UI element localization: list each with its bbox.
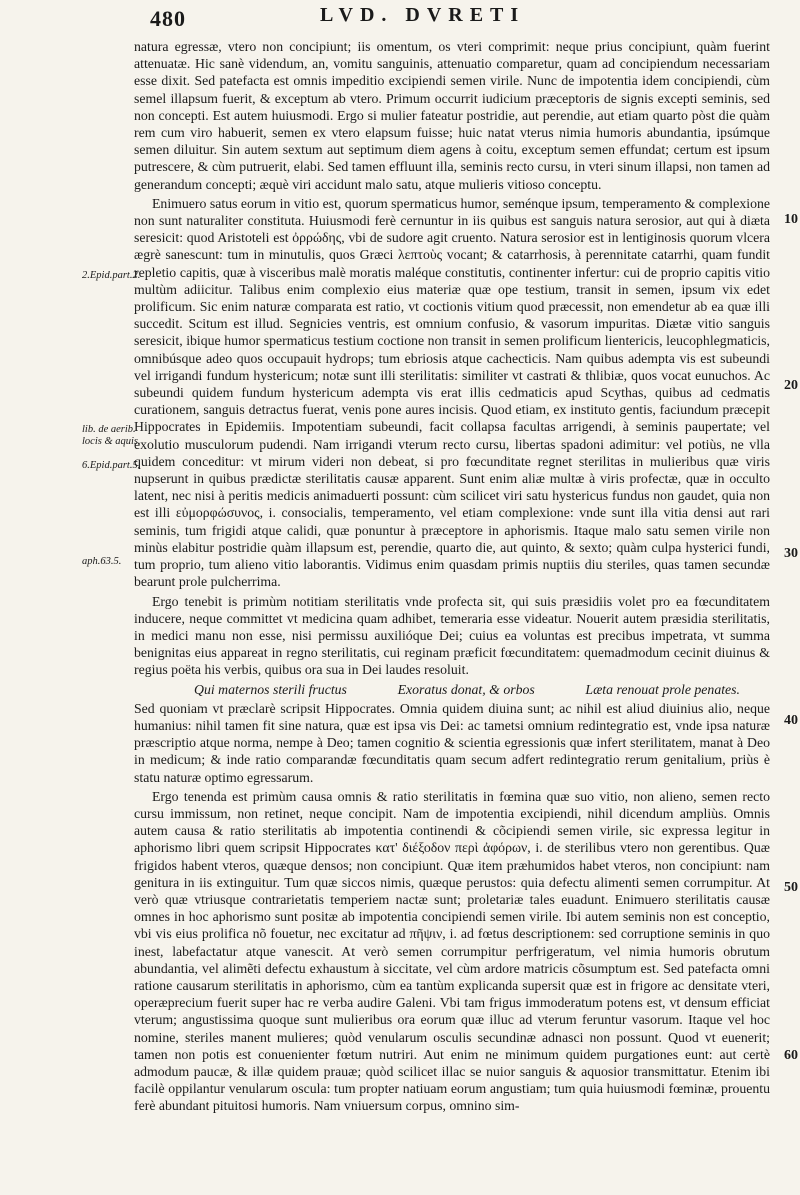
- main-text: [134, 38, 770, 1115]
- verse-line: Qui maternos sterili fructus: [194, 681, 347, 697]
- verse-line: Exoratus donat, & orbos: [397, 681, 535, 697]
- paragraph: Ergo tenebit is primùm notitiam sterilitatis vnde profecta sit, qui suis præsidiis volet pro ea fœcunditatem inducere, neque committet vt medicina quam adhibet, temeraria esse videatur. Nouerit autem præsidia sterilitatis, in medici manu non esse, nisi permissu auxilióque Dei; cuius ea voluntas est precibus impetrata, vt summa benignitas eius appareat in regno sterilitatis, cui reginam præficit fœcunditatem: quemadmodum cecinit diuinus & regius poëta his verbis, quibus ora sua in Dei laudes resoluit.: [134, 593, 770, 678]
- line-number: 40: [784, 713, 798, 728]
- margin-note: lib. de aerib. locis & aquis.: [82, 424, 141, 447]
- page-header: [150, 4, 770, 38]
- verse-quotation: [134, 681, 770, 698]
- margin-note: 2.Epid.part.2.: [82, 270, 141, 281]
- margin-note: 6.Epid.part.5.: [82, 460, 141, 471]
- line-number: 50: [784, 880, 798, 895]
- line-number: 30: [784, 546, 798, 561]
- paragraph: Ergo tenenda est primùm causa omnis & ratio sterilitatis in fœmina quæ suo vitio, non alieno, semen recto cursu immissum, non retinet, neque concipit. Nam de impotentia excipiendi, nihil dicendum ampliùs. Omnis autem causa & ratio sterilitatis ab impotentia continendi & cõcipiendi semen virile, sic expressa legitur in aphorismo libri quem scripsit Hippocrates κατ' διέξοδον περὶ ἀφόρων, i. de sterilibus vtero non gerentibus. Quæ frigidos habent vteros, quæque densos; non concipiunt. Quæ item præhumidos habet vteros, non concipiunt: nam genitura in iis extinguitur. Tum quæ siccos nimis, quæque perustos: quia defectu alimenti semen corrumpitur. At verò quæ vtriusque contrarietatis temperiem nactæ sunt; proletariæ tales euadunt. Enimuero sterilitatis causæ omnes in hoc aphorismo sunt positæ ab impotentia concipiendi semen virile. Ibi autem seminis non est conceptio, vbi vis eius prolifica nõ fouetur, nec excitatur ad πῆψιν, i. ad fœtus descriptionem: sed corruptione seminis in quo inest, labefactatur atque vanescit. At verò semen corrumpitur perfrigeratum, vel nimia humoris obrutum abundantia, vel alimẽti defectu exhaustum à siccitate, vel cùm ardore matricis cõsumptum est. Sed patefacta omni ratione causarum sterilitatis in aphorismo, cùm ea tantùm explicanda supersit quæ est in frigore ac densitate vteri, operæprecium fuerit super hac re verba audire Galeni. Vbi tam frigus immoderatum potens est, vt densum efficiat vterum; angustissima quoque sunt mulieribus ora eorum quæ illuc ad vterum feruntur vasorum. Itaque vel hoc nomine, steriles manent mulieres; quòd venularum osculis secundinæ adnasci non possunt. Quod vt euenerit; tamen non potis est conuenienter fœtum nutriri. Aut enim ne minimum quidem purgationes eunt: aut certè admodum paucæ, & illæ quidem prauæ; quòd scilicet illac se nuior sanguis & aquosior transmittatur. Etenim ibi facilè oppilantur venularum oscula: tum propter natiuam eorum angustiam; tum quia huiusmodi fœminæ, prouentu ferè abundant pituitosi humoris. Nam vniuersum corpus, omnino sim-: [134, 788, 770, 1114]
- paragraph: natura egressæ, vtero non concipiunt; iis omentum, os vteri comprimit: neque prius concipiunt, quàm fuerint attenuatæ. Hic sanè videndum, an, vomitu sanguinis, attenuatio comparetur, quam ad concipiendum necessariam esse dixit. Sed patefacta est omnis impeditio excipiendi semen virile. Nunc de impotentia idem concipiendi, cùm semel illapsum fuerit, & exceptum ab vtero. Primum occurrit iudicium præceptoris de signis excepti seminis, sed non concepti. Est autem huiusmodi. Ergo si mulier fateatur postridie, aut perendie, aut etiam quarto pòst die quàm rem cum viro habuerit, semen ex vtero elapsum fuisse; huic natat vterus nimia humoris abundantia, ipsúmque semen diluitur. Sin autem sextum aut septimum diem agens à coitu, exceptum semen effundat; certum est ipsum putrescere, & cùm putruerit, elabi. Sed tamen effluunt illa, seminis recto cursu, in vteri sinum illapsi, non tamen ad generandum concepti; æquè viri accidunt malo satu, atque mulieris vitioso conceptu.: [134, 39, 770, 192]
- margin-note: aph.63.5.: [82, 556, 122, 567]
- line-number: 60: [784, 1048, 798, 1063]
- verse-line: Læta renouat prole penates.: [585, 681, 740, 697]
- running-title: LVD. DVRETI: [320, 4, 526, 26]
- page-number: 480: [150, 6, 186, 31]
- paragraph: Enimuero satus eorum in vitio est, quorum spermaticus humor, seménque ipsum, temperamento & complexione non sunt naturaliter constituta. Huiusmodi ferè cernuntur in iis quibus est sanguis natura serosior, aut qui à diæta seresicit: quod Aristoteli est ὀρρώδης, vbi de sudore agit cruento. Natura serosior est in lentiginosis quorum vlcera ægrè sanescunt: tum in minutulis, quos Græci λεπτοὺς vocant; & catarrhosis, à perennitate catarrhi, quam fundit repletio capitis, quæ à visceribus malè moratis maléque constitutis, continenter infertur: cui de proprio capitis vitio multùm adiicitur. Talibus enim complexio eius materiæ quæ ope testium, transit in semen, ipsum vix edet prolificum. Sic enim naturæ comparata est ratio, vt coctionis vitium quod præcessit, non emendetur ab ea quæ illi succedit. Scitum est illud. Segnicies ventris, est omnium confusio, & vasorum impuritas. Diætæ vitio sanguis seresicit, ibique humor spermaticus testium coctione non transit in semen prolificum lientericis, leucophlegmaticis, omnibúsque adeo quos occupauit hydrops; tum ebriosis atque cachecticis. Nam quibus adempta vis est subeundi vel irrigandi fundum hystericum; notæ sunt illi sterilitatis: similiter vt castrati & thlibiæ, quos vocat eunuchos. Ac subeundi quidem fundum hystericum adempta vis erat illis cedmaticis apud Scythas, quibus ad cedmatis curationem, sanguis detractus fuerat, venis pone aures incisis. Quod etiam, ex instituto gentis, faciundum præcepit Hippocrates in Epidemiis. Impotentiam subeundi, facit collapsa facultas arrigendi, à seminis paupertate; vel exolutio musculorum pudendi. Nam irrigandi vterum recto cursu, libertas spadoni adimitur: vel potiùs, ne vlla quidem conceditur: vt mirum videri non debeat, si pro fœcunditate regnet sterilitas in mulieribus quæ viris nupserunt in quibus prædictæ sterilitatis causæ apparent. Sunt enim aliæ multæ à viris profectæ, quæ in occulto latent, nec nisi à peritis medicis animaduerti possunt: cùm scilicet viri satu hystericus fundus non gaudet, quia non est illi εὐμορφώσυνος, i. consocialis, temperamento, vel etiam complexione: vnde sunt illa vitia densi aut rari seminis, tum frigidi atque calidi, quæ ponuntur à præceptore in aphorismis. Itaque malo satu semen virile non minùs elabitur postridie quàm illapsum est, perendie, quarto die, aut quinto, & sexto; quàm culpa hysterici fundi, tum proprio, tum alieno vitio laborantis. Vidimus enim quasdam primis nuptiis diu steriles, quas tamen secundæ bearunt prole pulcherrima.: [134, 195, 770, 590]
- line-number: 10: [784, 212, 798, 227]
- line-number: 20: [784, 378, 798, 393]
- paragraph: Sed quoniam vt præclarè scripsit Hippocrates. Omnia quidem diuina sunt; ac nihil est aliud diuinius alio, neque humanius: nihil tamen fit sine natura, quæ est ipsa vis Dei: ac tametsi omnium redintegratio est, vnde ipsa naturæ præscriptio atque norma, nempe à Deo; tamen cognitio & scientia egressionis quæ infert sterilitatem, manat à Deo in medicum; & inde ratio comparandæ fœcunditatis quam secum adfert redintegratio rerum genitalium, priùs è statu naturæ optimo egressarum.: [134, 700, 770, 785]
